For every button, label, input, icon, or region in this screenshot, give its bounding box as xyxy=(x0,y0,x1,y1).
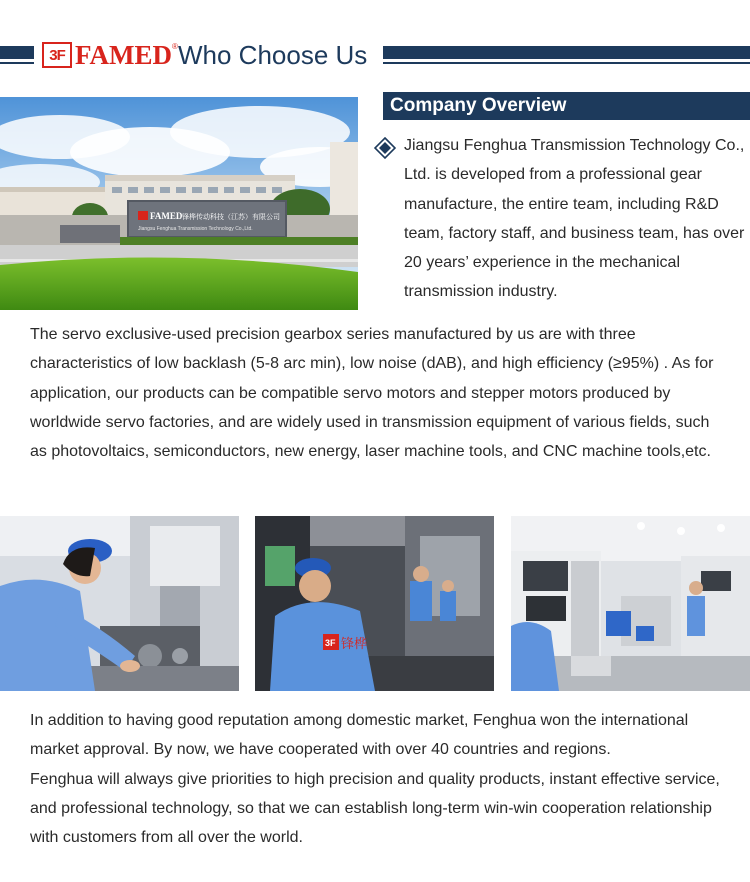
factory-photo xyxy=(0,97,358,310)
famed-logo xyxy=(42,40,178,70)
company-overview-heading: Company Overview xyxy=(383,92,750,120)
registered-mark: ® xyxy=(171,42,178,51)
cooperation-commitment-text: Fenghua will always give priorities to high precision and quality products, instant effective service, and professional technology, so that we can establish long-term win-win cooperation relationship with customers from all over the world. xyxy=(30,770,720,847)
sign-en-text: Jiangsu Fenghua Transmission Technology Co.,Ltd. xyxy=(138,226,253,232)
sign-cn-text: 锋桦传动科技（江苏）有限公司 xyxy=(182,213,280,221)
product-description-paragraph: The servo exclusive-used precision gearbox series manufactured by us are with three characteristics of low backlash (5-8 arc min), low noise (dAB), and high efficiency (≥95%) . As for application, our products can be compatible servo motors and stepper motors produced by worldwide servo factories, and are widely used in transmission equipment of various fields, such as photovoltaics, semiconductors, new energy, laser machine tools, and CNC machine tools,etc. xyxy=(30,326,714,461)
market-reputation-paragraph xyxy=(30,706,730,852)
header-line-left xyxy=(0,62,34,64)
diamond-bullet-icon xyxy=(374,137,396,159)
company-overview-text: Jiangsu Fenghua Transmission Technology Co., Ltd. is developed from a professional gear manufacture, the entire team, including R&D team, factory staff, and business team, has over 20 years’ experience in the mechanical transmission industry. xyxy=(404,137,745,301)
logo-word: FAMED xyxy=(75,39,172,70)
header-bar-left xyxy=(0,46,34,59)
workshop-photo-cnc-floor xyxy=(511,516,750,691)
workshop-photo-machining xyxy=(255,516,494,691)
uniform-brand-text: 锋桦 xyxy=(341,637,368,652)
section-title: Who Choose Us xyxy=(178,40,368,70)
logo-mark: 3F xyxy=(42,42,72,68)
header-line-right xyxy=(383,62,750,64)
market-approval-text: In addition to having good reputation among domestic market, Fenghua won the international market approval. By now, we have cooperated with over 40 countries and regions. xyxy=(30,712,689,759)
header-bar-right xyxy=(383,46,750,59)
sign-brand-text: FAMED xyxy=(150,211,183,221)
workshop-photo-inspection xyxy=(0,516,239,691)
uniform-logo-text: 3F xyxy=(325,638,336,648)
